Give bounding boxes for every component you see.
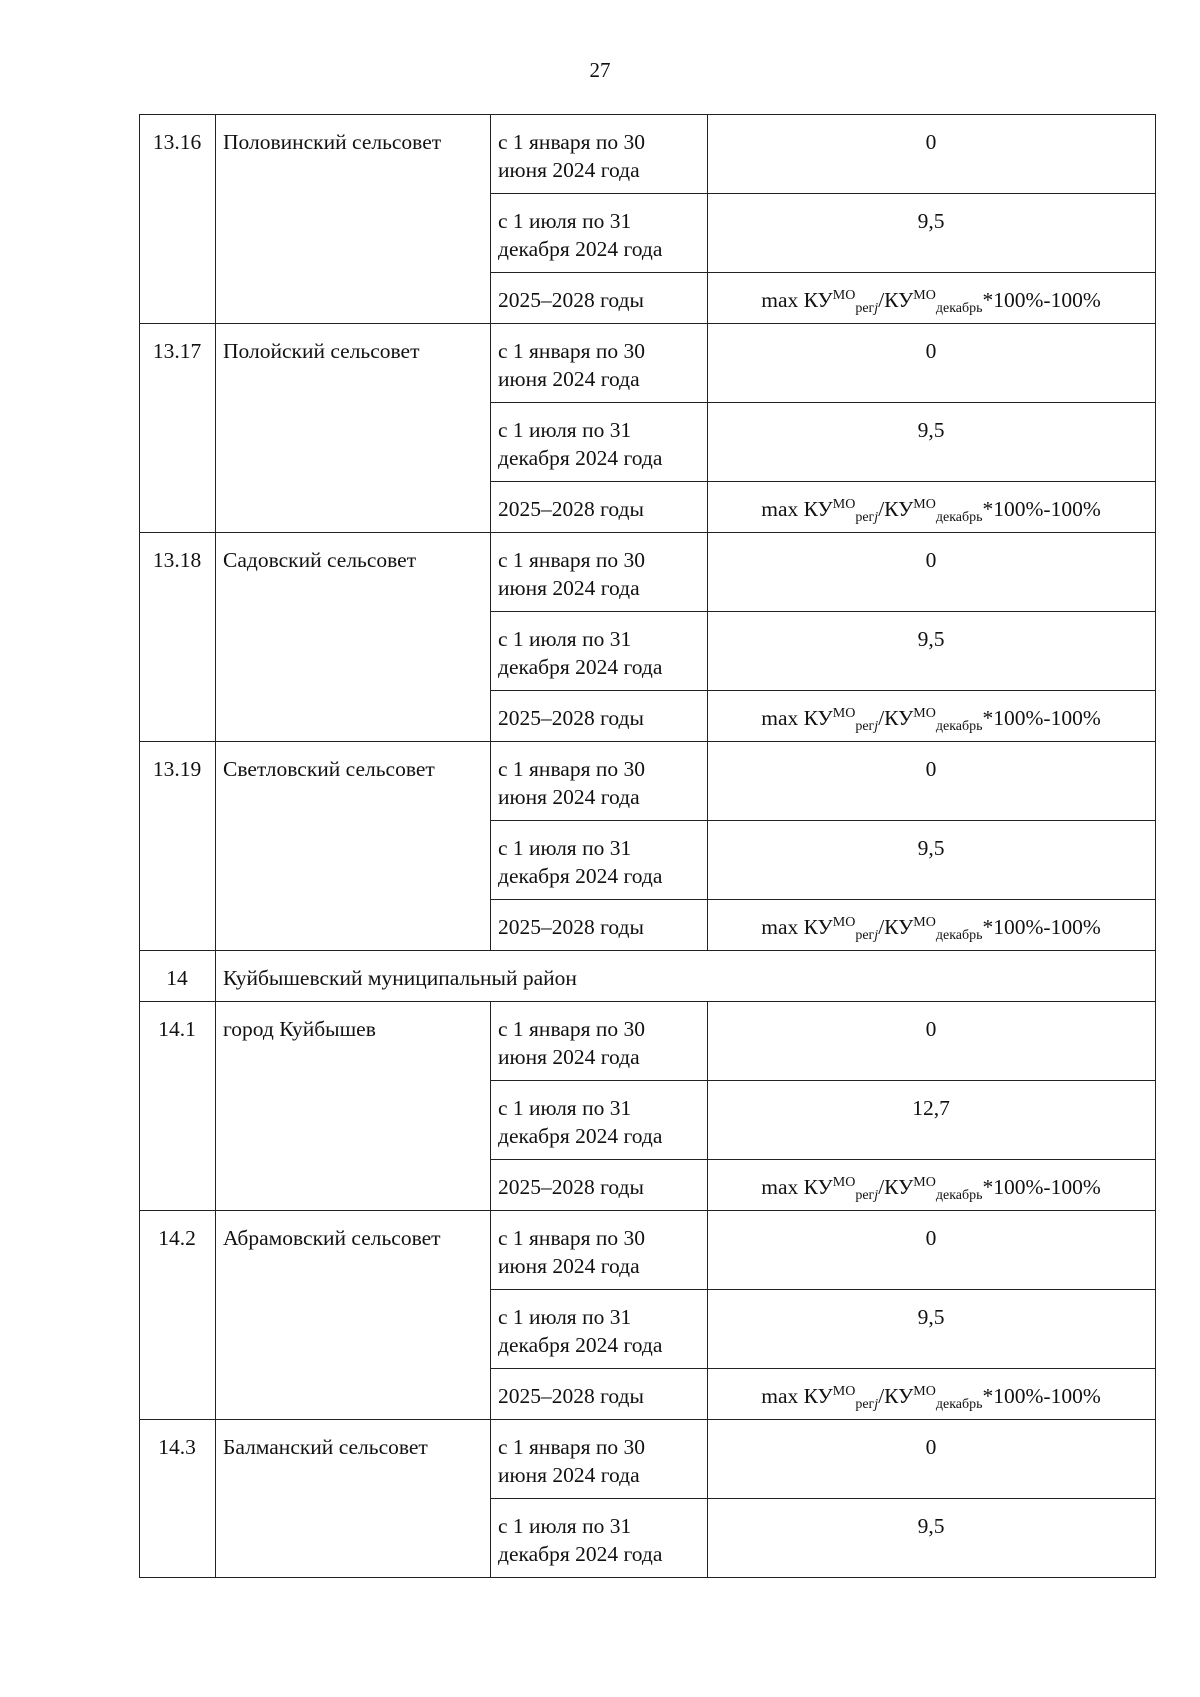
entity-number [140,742,216,951]
entity-name-text: Полойский сельсовет [223,339,420,363]
formula-expression [761,497,1101,525]
entity-name [216,742,491,951]
period-text: с 1 июля по 31 декабря 2024 года [498,627,663,679]
value-text: 0 [925,757,937,781]
formula-sup-mo-2: МО [913,288,936,303]
formula-sub-december: декабрь [935,1188,983,1203]
period-cell [491,482,708,533]
formula-sub-reg [855,510,878,525]
table-row [140,115,1156,194]
value-text: 0 [925,1226,937,1250]
value-text: 0 [925,130,937,154]
formula-suffix: *100%-100% [982,497,1101,521]
entity-number-text: 13.17 [152,339,202,363]
period-text: с 1 июля по 31 декабря 2024 года [498,209,663,261]
entity-number [140,115,216,324]
formula-sup-mo: МО [832,1384,856,1399]
formula-sub-reg-text: рег [855,301,875,316]
formula-sup-mo: МО [832,915,856,930]
period-cell [491,403,708,482]
formula-prefix: max КУ [761,706,833,730]
formula-sub-reg-text: рег [855,1397,875,1412]
value-cell [708,1081,1156,1160]
value-cell [708,900,1156,951]
entity-number-text: 13.18 [152,548,202,572]
value-cell [708,533,1156,612]
period-cell [491,533,708,612]
entity-number-text: 14.2 [158,1226,196,1250]
value-cell [708,612,1156,691]
formula-mid: /КУ [878,706,914,730]
period-text: 2025–2028 годы [498,288,644,312]
entity-number-text: 14.1 [158,1017,196,1041]
entity-name [216,324,491,533]
formula-prefix: max КУ [761,497,833,521]
entity-name-text: Садовский сельсовет [223,548,417,572]
value-cell [708,1420,1156,1499]
value-text: 12,7 [912,1096,950,1120]
value-cell [708,1211,1156,1290]
value-cell [708,194,1156,273]
entity-number-text: 13.19 [152,757,202,781]
value-text: 0 [925,1435,937,1459]
value-cell [708,691,1156,742]
table-row [140,533,1156,612]
period-text: 2025–2028 годы [498,1384,644,1408]
formula-sub-reg [855,719,878,734]
period-text: 2025–2028 годы [498,497,644,521]
formula-sup-mo-2: МО [913,1384,936,1399]
entity-name-text: Балманский сельсовет [223,1435,428,1459]
formula-sub-j: j [874,1397,879,1412]
district-row [140,951,1156,1002]
formula-sub-j: j [874,1188,879,1203]
formula-sup-mo-2: МО [913,706,936,721]
value-cell [708,273,1156,324]
formula-sup-mo: МО [832,288,856,303]
value-text: 9,5 [917,627,945,651]
formula-sub-december: декабрь [935,510,983,525]
period-cell [491,1160,708,1211]
entity-name [216,1002,491,1211]
period-cell [491,1369,708,1420]
district-name-text: Куйбышевский муниципальный район [223,966,577,990]
period-cell [491,115,708,194]
formula-sup-mo: МО [832,706,856,721]
period-text: с 1 января по 30 июня 2024 года [498,130,645,182]
formula-expression [761,706,1101,734]
table-row [140,324,1156,403]
entity-name-text: Светловский сельсовет [223,757,435,781]
formula-suffix: *100%-100% [982,1175,1101,1199]
value-text: 0 [925,548,937,572]
formula-expression [761,1384,1101,1412]
formula-sub-reg-text: рег [855,510,875,525]
entity-number [140,1211,216,1420]
district-number [140,951,216,1002]
period-text: 2025–2028 годы [498,1175,644,1199]
formula-sub-reg [855,928,878,943]
period-text: 2025–2028 годы [498,706,644,730]
value-text: 9,5 [917,836,945,860]
formula-sub-reg [855,1188,878,1203]
value-cell [708,1002,1156,1081]
period-cell [491,194,708,273]
formula-sub-j: j [874,510,879,525]
formula-sup-mo-2: МО [913,915,936,930]
formula-sub-j: j [874,928,879,943]
formula-suffix: *100%-100% [982,1384,1101,1408]
value-cell [708,115,1156,194]
period-cell [491,324,708,403]
period-text: с 1 января по 30 июня 2024 года [498,548,645,600]
period-cell [491,1290,708,1369]
formula-sup-mo-2: МО [913,497,936,512]
entity-name [216,1420,491,1578]
period-cell [491,1081,708,1160]
formula-mid: /КУ [878,1175,914,1199]
formula-prefix: max КУ [761,915,833,939]
period-cell [491,821,708,900]
value-cell [708,324,1156,403]
period-cell [491,691,708,742]
formula-expression [761,915,1101,943]
formula-sup-mo-2: МО [913,1175,936,1190]
period-text: с 1 января по 30 июня 2024 года [498,339,645,391]
formula-sub-reg-text: рег [855,719,875,734]
value-cell [708,821,1156,900]
entity-number-text: 13.16 [152,130,202,154]
entity-name-text: Абрамовский сельсовет [223,1226,441,1250]
formula-sub-reg-text: рег [855,928,875,943]
formula-mid: /КУ [878,497,914,521]
formula-expression [761,288,1101,316]
formula-suffix: *100%-100% [982,706,1101,730]
period-cell [491,1420,708,1499]
period-text: с 1 июля по 31 декабря 2024 года [498,836,663,888]
page-number: 27 [589,58,611,82]
table-row [140,1002,1156,1081]
table-row [140,1420,1156,1499]
table-row [140,1211,1156,1290]
entity-name [216,1211,491,1420]
formula-mid: /КУ [878,1384,914,1408]
entity-number [140,533,216,742]
period-text: с 1 января по 30 июня 2024 года [498,757,645,809]
entity-name-text: город Куйбышев [223,1017,376,1041]
formula-sub-december: декабрь [935,301,983,316]
formula-sub-j: j [874,719,879,734]
entity-name [216,115,491,324]
period-text: 2025–2028 годы [498,915,644,939]
period-cell [491,742,708,821]
entity-number [140,324,216,533]
formula-sub-reg-text: рег [855,1188,875,1203]
entity-number [140,1420,216,1578]
value-text: 9,5 [917,1514,945,1538]
value-cell [708,1369,1156,1420]
value-text: 0 [925,339,937,363]
entity-number [140,1002,216,1211]
period-cell [491,1499,708,1578]
value-cell [708,1499,1156,1578]
formula-prefix: max КУ [761,288,833,312]
period-text: с 1 января по 30 июня 2024 года [498,1017,645,1069]
entity-name [216,533,491,742]
period-cell [491,900,708,951]
district-number-text: 14 [166,966,188,990]
table-row [140,742,1156,821]
formula-sub-december: декабрь [935,719,983,734]
formula-mid: /КУ [878,288,914,312]
period-text: с 1 января по 30 июня 2024 года [498,1226,645,1278]
tariff-table [139,114,1156,1578]
formula-mid: /КУ [878,915,914,939]
period-cell [491,1002,708,1081]
value-text: 9,5 [917,209,945,233]
formula-sub-reg [855,1397,878,1412]
entity-name-text: Половинский сельсовет [223,130,442,154]
formula-suffix: *100%-100% [982,915,1101,939]
formula-prefix: max КУ [761,1384,833,1408]
formula-sub-j: j [874,301,879,316]
value-text: 9,5 [917,1305,945,1329]
period-text: с 1 июля по 31 декабря 2024 года [498,1305,663,1357]
formula-expression [761,1175,1101,1203]
formula-suffix: *100%-100% [982,288,1101,312]
period-text: с 1 января по 30 июня 2024 года [498,1435,645,1487]
district-name [216,951,1156,1002]
period-text: с 1 июля по 31 декабря 2024 года [498,418,663,470]
value-cell [708,1290,1156,1369]
entity-number-text: 14.3 [158,1435,196,1459]
period-cell [491,612,708,691]
value-text: 0 [925,1017,937,1041]
formula-sup-mo: МО [832,497,856,512]
formula-sub-reg [855,301,878,316]
formula-sub-december: декабрь [935,1397,983,1412]
period-cell [491,1211,708,1290]
period-text: с 1 июля по 31 декабря 2024 года [498,1096,663,1148]
period-text: с 1 июля по 31 декабря 2024 года [498,1514,663,1566]
formula-sup-mo: МО [832,1175,856,1190]
formula-prefix: max КУ [761,1175,833,1199]
value-cell [708,1160,1156,1211]
value-cell [708,403,1156,482]
formula-sub-december: декабрь [935,928,983,943]
value-text: 9,5 [917,418,945,442]
value-cell [708,482,1156,533]
period-cell [491,273,708,324]
value-cell [708,742,1156,821]
